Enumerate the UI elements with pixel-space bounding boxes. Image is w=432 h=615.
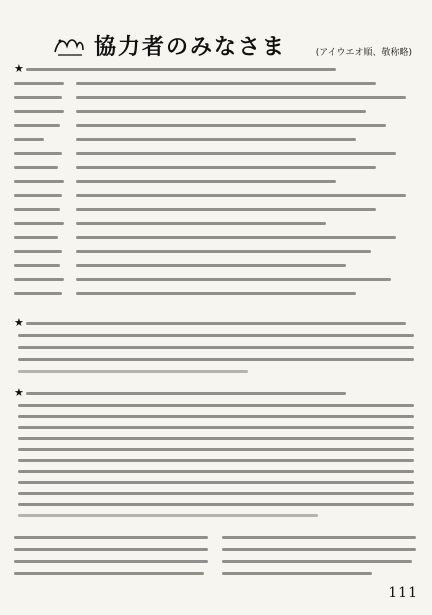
contributor-desc-line bbox=[76, 138, 356, 141]
contributor-desc-line bbox=[76, 82, 376, 85]
contributor-desc-line bbox=[76, 110, 366, 113]
contributor-name-line bbox=[14, 194, 62, 197]
contributor-name-line bbox=[14, 222, 64, 225]
name-grid-row bbox=[18, 437, 414, 440]
name-grid-row bbox=[18, 426, 414, 429]
contributor-desc-line bbox=[76, 180, 336, 183]
closing-line bbox=[222, 560, 412, 563]
contributor-desc-line bbox=[76, 250, 371, 253]
contributor-name-line bbox=[14, 96, 62, 99]
section-heading-handwritten bbox=[26, 322, 406, 325]
closing-column-left bbox=[14, 534, 210, 586]
name-grid-row bbox=[18, 503, 414, 506]
section-bullet-star: ★ bbox=[14, 62, 24, 75]
contributor-name-line bbox=[14, 250, 62, 253]
contributor-desc-line bbox=[76, 236, 396, 239]
name-grid-row bbox=[18, 470, 414, 473]
hand-drawn-logo-icon bbox=[52, 32, 86, 58]
section-heading-handwritten bbox=[26, 392, 346, 395]
contributor-name-line bbox=[14, 124, 60, 127]
contributor-desc-line bbox=[76, 264, 346, 267]
contributor-desc-line bbox=[76, 96, 406, 99]
closing-line bbox=[14, 572, 204, 575]
contributor-name-line bbox=[14, 208, 60, 211]
closing-line bbox=[222, 548, 416, 551]
contributor-name-line bbox=[14, 236, 58, 239]
name-grid-row bbox=[18, 459, 414, 462]
section-bullet-star: ★ bbox=[14, 316, 24, 329]
contributor-name-line bbox=[14, 264, 60, 267]
name-grid bbox=[18, 404, 414, 518]
contributor-name-line bbox=[14, 166, 58, 169]
contributor-name-line bbox=[14, 152, 62, 155]
page-title: 協力者のみなさま bbox=[94, 33, 287, 60]
contributor-desc-line bbox=[76, 292, 356, 295]
name-grid-row bbox=[18, 448, 414, 451]
contributor-desc-line bbox=[76, 208, 376, 211]
page-header bbox=[52, 28, 412, 62]
contributor-name-line bbox=[14, 292, 62, 295]
name-grid-row bbox=[18, 492, 414, 495]
closing-column-right bbox=[222, 534, 418, 586]
contributor-desc-line bbox=[76, 124, 386, 127]
contributor-name-line bbox=[14, 82, 64, 85]
contributor-name-line bbox=[14, 180, 64, 183]
contributor-desc-line bbox=[76, 222, 326, 225]
section-secondary-list bbox=[14, 318, 418, 376]
closing-paragraph bbox=[14, 534, 418, 586]
section-body-line bbox=[18, 358, 414, 361]
name-grid-row bbox=[18, 514, 318, 517]
contributor-desc-line bbox=[76, 278, 391, 281]
section-body-line bbox=[18, 346, 414, 349]
section-name-grid bbox=[14, 388, 418, 522]
closing-line bbox=[14, 548, 208, 551]
section-contributors-list bbox=[14, 64, 418, 304]
page-subtitle: (アイウエオ順、敬称略) bbox=[315, 47, 412, 58]
name-grid-row bbox=[18, 404, 414, 407]
name-grid-row bbox=[18, 481, 414, 484]
section-body-line bbox=[18, 334, 414, 337]
closing-line bbox=[222, 536, 416, 539]
contributor-desc-line bbox=[76, 152, 396, 155]
page-number: 111 bbox=[388, 585, 418, 601]
closing-line bbox=[14, 560, 208, 563]
contributor-desc-line bbox=[76, 166, 376, 169]
contributor-name-line bbox=[14, 138, 44, 141]
section-body-line bbox=[18, 370, 248, 373]
section-bullet-star: ★ bbox=[14, 386, 24, 399]
section-heading-handwritten bbox=[26, 68, 336, 71]
closing-line bbox=[14, 536, 208, 539]
contributor-name-line bbox=[14, 278, 64, 281]
contributor-desc-line bbox=[76, 194, 406, 197]
name-grid-row bbox=[18, 415, 414, 418]
contributor-name-line bbox=[14, 110, 64, 113]
closing-line bbox=[222, 572, 372, 575]
